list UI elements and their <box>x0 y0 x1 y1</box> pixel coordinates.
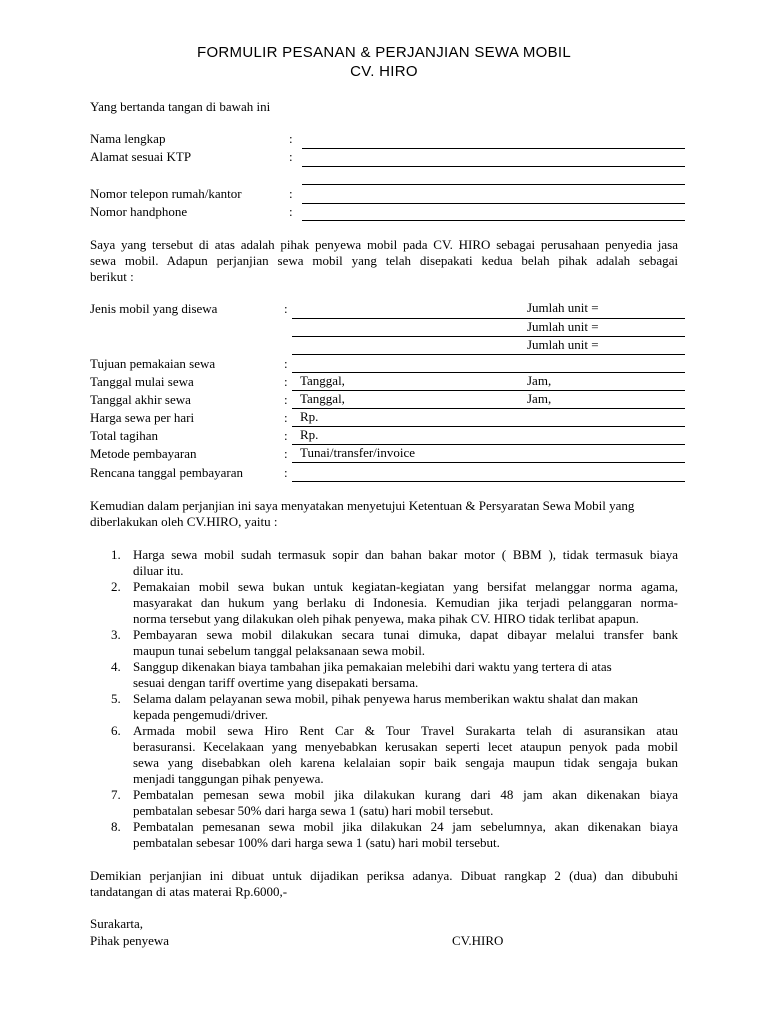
term-number: 7. <box>111 787 121 802</box>
label-purpose: Tujuan pemakaian sewa <box>90 356 216 371</box>
start-date-field[interactable] <box>292 390 685 391</box>
terms-intro-line-1: Kemudian dalam perjanjian ini saya menyatakan menyetujui Ketentuan & Persyaratan Sewa Mobil yang <box>90 498 635 513</box>
term-line: pembatalan sebesar 100% dari harga sewa 1 (satu) hari mobil tersebut. <box>133 835 500 850</box>
term-line: kepada pengemudi/driver. <box>133 707 269 722</box>
term-line: Pembatalan pemesanan sewa mobil jika dilakukan 24 jam sebelumnya, akan dikenakan biaya <box>133 819 678 834</box>
colon: : <box>284 428 288 443</box>
term-line: sesuai dengan tariff overtime yang disepakati bersama. <box>133 675 419 690</box>
handphone-field[interactable] <box>302 220 685 221</box>
address-field-line-1[interactable] <box>302 166 685 167</box>
term-line: Harga sewa mobil sudah termasuk sopir dan bahan bakar motor ( BBM ), tidak termasuk biaya <box>133 547 678 562</box>
term-line: Armada mobil sewa Hiro Rent Car & Tour Travel Surakarta telah di asuransikan atau <box>133 723 678 738</box>
label-car-type: Jenis mobil yang disewa <box>90 301 218 316</box>
intro-text: Yang bertanda tangan di bawah ini <box>90 99 271 114</box>
statement-line-3: berikut : <box>90 269 134 284</box>
colon: : <box>289 131 293 146</box>
company-name: CV. HIRO <box>350 63 418 80</box>
colon: : <box>284 465 288 480</box>
term-number: 1. <box>111 547 121 562</box>
signature-company: CV.HIRO <box>452 933 504 948</box>
purpose-field[interactable] <box>292 372 685 373</box>
term-line: sewa yang disebabkan oleh karena kelalaian sopir baik sengaja maupun tidak sengaja bukan <box>133 755 678 770</box>
term-number: 4. <box>111 659 121 674</box>
address-field-line-2[interactable] <box>302 184 685 185</box>
phone-field[interactable] <box>302 203 685 204</box>
colon: : <box>289 204 293 219</box>
unit-count-label: Jumlah unit = <box>527 319 599 334</box>
end-date-field[interactable] <box>292 408 685 409</box>
label-address: Alamat sesuai KTP <box>90 149 192 164</box>
term-number: 2. <box>111 579 121 594</box>
label-daily-price: Harga sewa per hari <box>90 410 195 425</box>
terms-intro-line-2: diberlakukan oleh CV.HIRO, yaitu : <box>90 514 278 529</box>
start-date-value: Tanggal, <box>300 373 345 388</box>
daily-price-value: Rp. <box>300 409 319 424</box>
colon: : <box>284 446 288 461</box>
label-handphone: Nomor handphone <box>90 204 188 219</box>
term-line: menjadi tanggungan pihak penyewa. <box>133 771 324 786</box>
colon: : <box>284 356 288 371</box>
daily-price-field[interactable] <box>292 426 685 427</box>
colon: : <box>284 392 288 407</box>
term-number: 6. <box>111 723 121 738</box>
label-payment-date: Rencana tanggal pembayaran <box>90 465 244 480</box>
payment-method-field[interactable] <box>292 462 685 463</box>
car-type-field-3[interactable] <box>292 354 685 355</box>
label-phone: Nomor telepon rumah/kantor <box>90 186 242 201</box>
term-line: pembatalan sebesar 50% dari harga sewa 1 (satu) hari mobil tersebut. <box>133 803 494 818</box>
term-line: Pembatalan pemesan sewa mobil jika dilakukan kurang dari 48 jam akan dikenakan biaya <box>133 787 678 802</box>
term-line: norma tersebut yang dilakukan oleh pihak penyewa, maka pihak CV. HIRO tidak terlibat apapun. <box>133 611 639 626</box>
label-full-name: Nama lengkap <box>90 131 166 146</box>
term-number: 3. <box>111 627 121 642</box>
label-end-date: Tanggal akhir sewa <box>90 392 191 407</box>
start-time-value: Jam, <box>527 373 552 388</box>
term-line: Pembayaran sewa mobil dilakukan secara tunai dimuka, dapat dibayar melalui transfer bank <box>133 627 678 642</box>
closing-line-1: Demikian perjanjian ini dibuat untuk dijadikan periksa adanya. Dibuat rangkap 2 (dua) dan dibubuhi <box>90 868 678 883</box>
statement-line-2: sewa mobil. Adapun perjanjian sewa mobil yang telah disepakati kedua belah pihak adalah sebagai <box>90 253 678 268</box>
statement-line-1: Saya yang tersebut di atas adalah pihak penyewa mobil pada CV. HIRO sebagai perusahaan penyedia jasa <box>90 237 678 252</box>
label-total: Total tagihan <box>90 428 159 443</box>
car-type-field-2[interactable] <box>292 336 685 337</box>
colon: : <box>284 410 288 425</box>
car-type-field-1[interactable] <box>292 318 685 319</box>
term-line: maupun tunai sebelum tanggal pelaksanaan sewa mobil. <box>133 643 426 658</box>
payment-date-field[interactable] <box>292 481 685 482</box>
payment-method-value: Tunai/transfer/invoice <box>300 445 416 460</box>
total-value: Rp. <box>300 427 319 442</box>
full-name-field[interactable] <box>302 148 685 149</box>
document-title: FORMULIR PESANAN & PERJANJIAN SEWA MOBIL <box>196 44 571 61</box>
end-time-value: Jam, <box>527 391 552 406</box>
signature-city: Surakarta, <box>90 916 144 931</box>
colon: : <box>289 186 293 201</box>
term-line: berasuransi. Kecelakaan yang menyebabkan kerusakan seperti lecet ataupun penyok pada mobil <box>133 739 678 754</box>
term-line: Sanggup dikenakan biaya tambahan jika pemakaian melebihi dari waktu yang tertera di atas <box>133 659 612 674</box>
term-line: masyarakat dan hukum yang berlaku di Indonesia. Kemudian jika terjadi pelanggaran norma- <box>133 595 678 610</box>
colon: : <box>284 374 288 389</box>
term-number: 5. <box>111 691 121 706</box>
term-line: diluar itu. <box>133 563 184 578</box>
colon: : <box>284 301 288 316</box>
unit-count-label: Jumlah unit = <box>527 300 599 315</box>
term-line: Selama dalam pelayanan sewa mobil, pihak penyewa harus memberikan waktu shalat dan makan <box>133 691 639 706</box>
signature-renter: Pihak penyewa <box>90 933 170 948</box>
label-payment-method: Metode pembayaran <box>90 446 197 461</box>
colon: : <box>289 149 293 164</box>
closing-line-2: tandatangan di atas materai Rp.6000,- <box>90 884 288 899</box>
term-line: Pemakaian mobil sewa bukan untuk kegiatan-kegiatan yang bersifat melanggar norma agama, <box>133 579 678 594</box>
end-date-value: Tanggal, <box>300 391 345 406</box>
unit-count-label: Jumlah unit = <box>527 337 599 352</box>
term-number: 8. <box>111 819 121 834</box>
label-start-date: Tanggal mulai sewa <box>90 374 194 389</box>
